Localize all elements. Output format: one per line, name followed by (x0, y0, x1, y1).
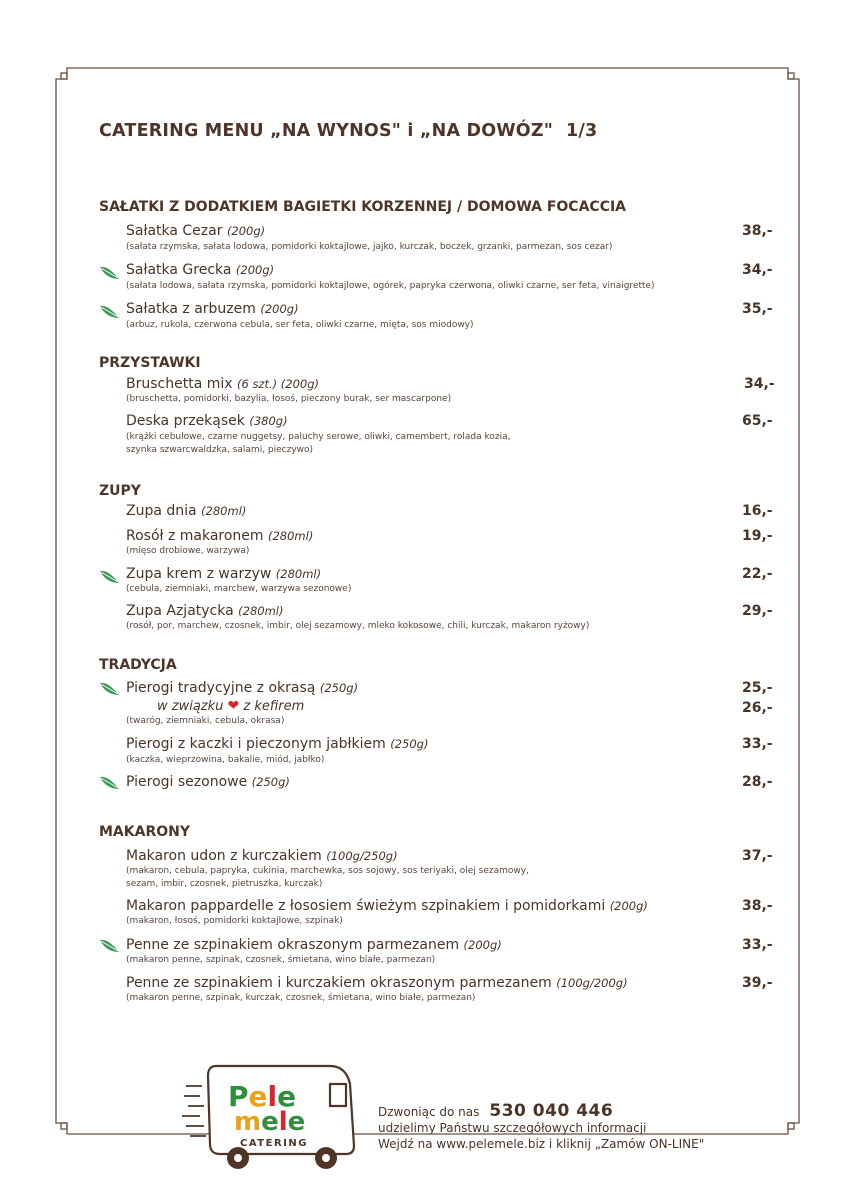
logo-pele: P (228, 1080, 249, 1113)
item-description: (kaczka, wieprzowina, bakalie, miód, jabłko) (126, 755, 325, 765)
vegetarian-leaf-icon (99, 775, 121, 791)
vegetarian-leaf-icon (99, 938, 121, 954)
item-name: Bruschetta mix (6 szt.) (200g) (126, 376, 320, 392)
item-description: (makaron penne, szpinak, czosnek, śmietana, wino białe, parmezan) (126, 955, 436, 965)
item-name: Rosół z makaronem (280ml) (126, 528, 314, 544)
item-price: 16,- (742, 503, 773, 519)
pelemele-catering-logo (180, 1058, 360, 1176)
item-description: (krążki cebulowe, czarne nuggetsy, paluchy serowe, oliwki, camembert, rolada kozia, (126, 432, 511, 442)
item-description: (arbuz, rukola, czerwona cebula, ser feta, oliwki czarne, mięta, sos miodowy) (126, 320, 474, 330)
item-price: 28,- (742, 774, 773, 790)
item-description: (sałata rzymska, sałata lodowa, pomidorki koktajlowe, jajko, kurczak, boczek, grzanki, parmezan, sos cezar) (126, 242, 613, 252)
item-price: 33,- (742, 736, 773, 752)
item-description: (makaron, łosoś, pomidorki koktajlowe, szpinak) (126, 916, 343, 926)
contact-line-3: Wejdź na www.pelemele.biz i kliknij „Zamów ON-LINE" (378, 1137, 705, 1151)
section-title-salads: SAŁATKI Z DODATKIEM BAGIETKI KORZENNEJ / DOMOWA FOCACCIA (99, 199, 627, 215)
item-name: Sałatka z arbuzem (200g) (126, 301, 299, 317)
item-name: Zupa Azjatycka (280ml) (126, 603, 284, 619)
item-price: 38,- (742, 223, 773, 239)
item-name: Zupa dnia (280ml) (126, 503, 247, 519)
item-price: 34,- (744, 376, 775, 392)
phone-number[interactable]: 530 040 446 (489, 1101, 614, 1121)
item-price: 25,- (742, 680, 773, 696)
item-description: (bruschetta, pomidorki, bazylia, łosoś, pieczony burak, ser mascarpone) (126, 394, 452, 404)
svg-text:CATERING: CATERING (240, 1138, 308, 1149)
item-name: Pierogi tradycyjne z okrasą (250g) (126, 680, 359, 696)
contact-info (378, 1103, 704, 1152)
item-description: (sałata lodowa, sałata rzymska, pomidorki koktajlowe, ogórek, papryka czerwona, oliwki czarne, ser feta, vinaigrette) (126, 281, 655, 291)
item-variant: w związku ❤ z kefirem (157, 698, 305, 714)
item-description: (mięso drobiowe, warzywa) (126, 546, 250, 556)
vegetarian-leaf-icon (99, 569, 121, 585)
item-name: Penne ze szpinakiem okraszonym parmezanem (200g) (126, 937, 502, 953)
section-title-starters: PRZYSTAWKI (99, 355, 201, 371)
menu-title: CATERING MENU „NA WYNOS" i „NA DOWÓZ" 1/3 (99, 121, 598, 141)
item-description: sezam, imbir, czosnek, pietruszka, kurczak) (126, 879, 323, 889)
item-price: 35,- (742, 301, 773, 317)
item-description: (makaron, cebula, papryka, cukinia, marchewka, sos sojowy, sos teriyaki, olej sezamowy, (126, 866, 529, 876)
item-description: (twaróg, ziemniaki, cebula, okrasa) (126, 716, 285, 726)
section-title-tradition: TRADYCJA (99, 657, 177, 673)
item-name: Sałatka Cezar (200g) (126, 223, 266, 239)
item-price: 29,- (742, 603, 773, 619)
item-description: (rosół, por, marchew, czosnek, imbir, olej sezamowy, mleko kokosowe, chili, kurczak, makaron ryżowy) (126, 621, 590, 631)
svg-text:mele: mele (234, 1107, 306, 1137)
item-price: 65,- (742, 413, 773, 429)
item-variant-price: 26,- (742, 700, 773, 716)
item-price: 38,- (742, 898, 773, 914)
item-description: (makaron penne, szpinak, kurczak, czosnek, śmietana, wino białe, parmezan) (126, 993, 476, 1003)
item-name: Makaron pappardelle z łososiem świeżym szpinakiem i pomidorkami (200g) (126, 898, 648, 914)
item-name: Penne ze szpinakiem i kurczakiem okraszonym parmezanem (100g/200g) (126, 975, 628, 991)
section-title-soups: ZUPY (99, 483, 141, 499)
item-price: 37,- (742, 848, 773, 864)
page-number: 1/3 (566, 121, 598, 141)
vegetarian-leaf-icon (99, 265, 121, 281)
item-price: 22,- (742, 566, 773, 582)
item-name: Pierogi z kaczki i pieczonym jabłkiem (250g) (126, 736, 429, 752)
item-price: 33,- (742, 937, 773, 953)
item-price: 19,- (742, 528, 773, 544)
vegetarian-leaf-icon (99, 681, 121, 697)
contact-line-2: udzielimy Państwu szczegółowych informacji (378, 1121, 647, 1135)
item-description: szynka szwarcwaldzka, salami, pieczywo) (126, 445, 314, 455)
call-prefix: Dzwoniąc do nas (378, 1105, 480, 1119)
item-price: 34,- (742, 262, 773, 278)
item-price: 39,- (742, 975, 773, 991)
item-name: Sałatka Grecka (200g) (126, 262, 275, 278)
vegetarian-leaf-icon (99, 304, 121, 320)
item-name: Makaron udon z kurczakiem (100g/250g) (126, 848, 398, 864)
item-name: Pierogi sezonowe (250g) (126, 774, 290, 790)
heart-icon: ❤ (227, 698, 240, 714)
svg-text:Pele: Pele (228, 1080, 297, 1113)
section-title-pasta: MAKARONY (99, 824, 190, 840)
item-description: (cebula, ziemniaki, marchew, warzywa sezonowe) (126, 584, 352, 594)
item-name: Deska przekąsek (380g) (126, 413, 288, 429)
item-name: Zupa krem z warzyw (280ml) (126, 566, 322, 582)
